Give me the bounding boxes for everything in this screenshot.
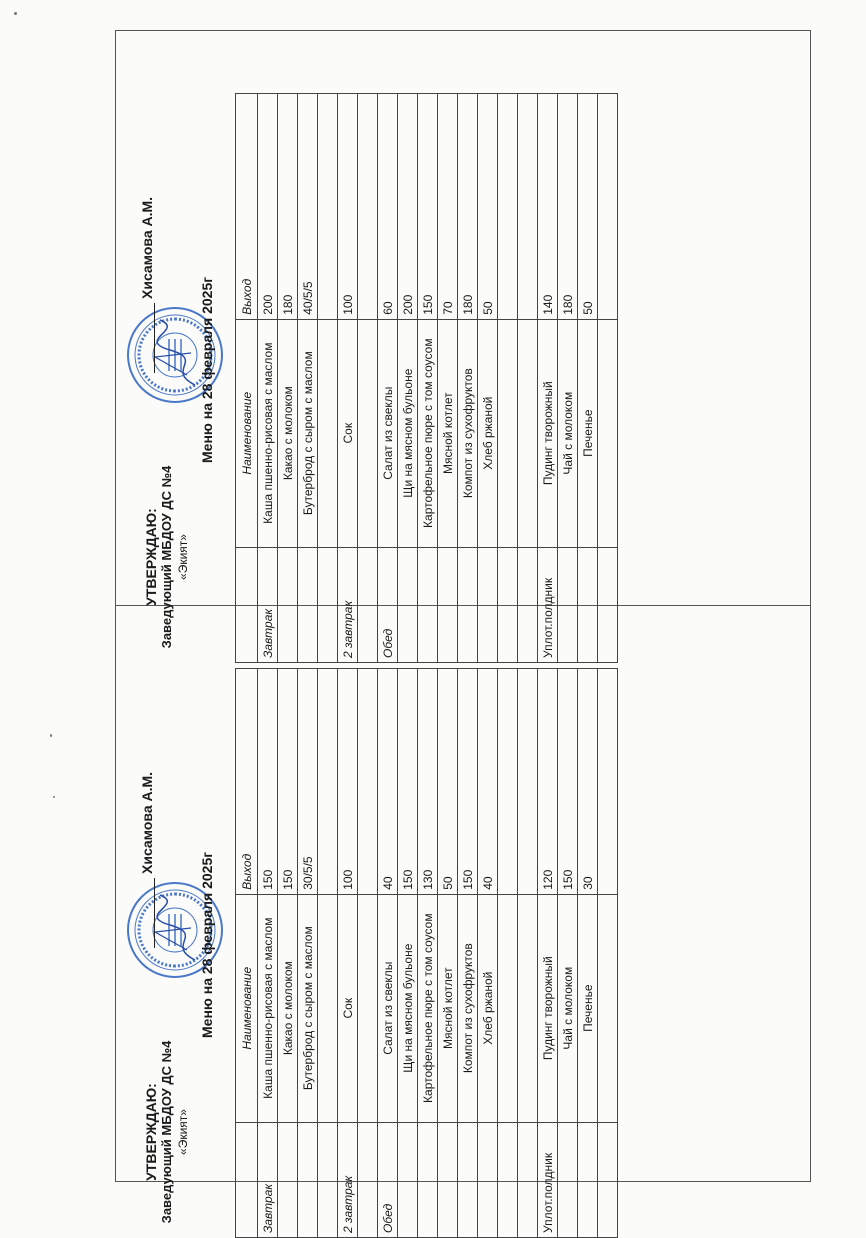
- menu-table: [235, 668, 618, 1238]
- table-row: [278, 94, 298, 663]
- approval-org: «Экият»: [176, 534, 190, 580]
- row-output: [598, 669, 618, 895]
- table-header-row: [236, 669, 258, 1238]
- row-dish-name: Печенье: [578, 894, 598, 1122]
- row-meal: [598, 547, 618, 662]
- row-output: 150: [558, 669, 578, 895]
- row-output: 60: [378, 94, 398, 320]
- row-output: 40: [378, 669, 398, 895]
- table-row: [558, 669, 578, 1238]
- row-meal: [298, 547, 318, 662]
- row-meal: [578, 547, 598, 662]
- table-row: [398, 94, 418, 663]
- row-dish-name: Каша пшенно-рисовая с маслом: [258, 894, 278, 1122]
- menu-table-body: [258, 669, 618, 1238]
- row-meal: [498, 547, 518, 662]
- row-dish-name: Пудинг творожный: [538, 894, 558, 1122]
- scan-speck: [14, 12, 17, 15]
- row-dish-name: Пудинг творожный: [538, 319, 558, 547]
- table-row: [258, 669, 278, 1238]
- table-row: [578, 94, 598, 663]
- table-row: [398, 669, 418, 1238]
- table-row: [418, 94, 438, 663]
- row-dish-name: [598, 319, 618, 547]
- approval-block: [143, 1032, 191, 1232]
- table-row: [538, 669, 558, 1238]
- table-row: [538, 94, 558, 663]
- row-meal: [558, 547, 578, 662]
- row-output: [358, 94, 378, 320]
- table-row: [298, 669, 318, 1238]
- row-meal: Завтрак: [258, 1122, 278, 1237]
- scan-speck: [50, 734, 52, 737]
- table-row: [598, 94, 618, 663]
- menu-sheet-top: [117, 93, 807, 663]
- row-dish-name: [358, 894, 378, 1122]
- row-output: [498, 94, 518, 320]
- row-dish-name: [318, 894, 338, 1122]
- table-row: [378, 669, 398, 1238]
- row-dish-name: Чай с молоком: [558, 319, 578, 547]
- row-meal: [598, 1122, 618, 1237]
- row-output: 150: [458, 669, 478, 895]
- table-row: [438, 669, 458, 1238]
- table-row: [518, 669, 538, 1238]
- table-row: [298, 94, 318, 663]
- row-meal: [578, 1122, 598, 1237]
- row-dish-name: [518, 894, 538, 1122]
- row-dish-name: Компот из сухофруктов: [458, 319, 478, 547]
- header-output: Выход: [236, 94, 258, 320]
- row-dish-name: Щи на мясном бульоне: [398, 894, 418, 1122]
- row-output: 100: [338, 94, 358, 320]
- row-meal: [358, 547, 378, 662]
- row-output: 180: [558, 94, 578, 320]
- menu-table: [235, 93, 618, 663]
- row-meal: Уплот.полдник: [538, 547, 558, 662]
- row-output: 130: [418, 669, 438, 895]
- row-dish-name: Мясной котлет: [438, 894, 458, 1122]
- row-output: 50: [578, 94, 598, 320]
- row-meal: [518, 1122, 538, 1237]
- row-dish-name: Бутерброд с сыром с маслом: [298, 319, 318, 547]
- row-meal: 2 завтрак: [338, 547, 358, 662]
- row-dish-name: [318, 319, 338, 547]
- row-dish-name: Салат из свеклы: [378, 319, 398, 547]
- row-dish-name: Печенье: [578, 319, 598, 547]
- row-output: 180: [278, 94, 298, 320]
- row-meal: Уплот.полдник: [538, 1122, 558, 1237]
- row-dish-name: Мясной котлет: [438, 319, 458, 547]
- row-meal: [278, 547, 298, 662]
- row-meal: [398, 547, 418, 662]
- row-dish-name: [598, 894, 618, 1122]
- header-name: Наименование: [236, 894, 258, 1122]
- row-dish-name: [358, 319, 378, 547]
- approval-title: УТВЕРЖДАЮ:: [143, 1083, 159, 1181]
- approval-org: «Экият»: [176, 1109, 190, 1155]
- row-dish-name: [498, 894, 518, 1122]
- sheet-header: [117, 668, 227, 1238]
- row-output: [598, 94, 618, 320]
- row-meal: [318, 547, 338, 662]
- table-row: [558, 94, 578, 663]
- header-meal: [236, 1122, 258, 1237]
- signature-line: [154, 878, 155, 948]
- table-row: [258, 94, 278, 663]
- table-row: [378, 94, 398, 663]
- approval-title: УТВЕРЖДАЮ:: [143, 508, 159, 606]
- row-output: [518, 94, 538, 320]
- row-output: 50: [478, 94, 498, 320]
- signature-line: [154, 303, 155, 373]
- table-row: [438, 94, 458, 663]
- approval-block: [143, 457, 191, 657]
- row-output: 150: [398, 669, 418, 895]
- row-output: 200: [258, 94, 278, 320]
- row-dish-name: Картофельное пюре с том соусом: [418, 319, 438, 547]
- table-row: [578, 669, 598, 1238]
- row-output: 50: [438, 669, 458, 895]
- menu-title: Меню на 28 февраля 2025г: [199, 851, 215, 1038]
- row-meal: [438, 1122, 458, 1237]
- table-row: [498, 94, 518, 663]
- sheet-header: [117, 93, 227, 663]
- row-output: 150: [258, 669, 278, 895]
- row-output: [318, 94, 338, 320]
- row-output: [358, 669, 378, 895]
- scan-speck: [53, 796, 55, 798]
- table-row: [418, 669, 438, 1238]
- header-name: Наименование: [236, 319, 258, 547]
- row-output: 200: [398, 94, 418, 320]
- row-output: 30: [578, 669, 598, 895]
- row-output: 70: [438, 94, 458, 320]
- table-row: [318, 669, 338, 1238]
- row-meal: [418, 547, 438, 662]
- row-meal: [518, 547, 538, 662]
- approval-position: Заведующий МБДОУ ДС №4: [159, 465, 174, 649]
- row-dish-name: Чай с молоком: [558, 894, 578, 1122]
- row-meal: Завтрак: [258, 547, 278, 662]
- signer-name: [139, 772, 155, 948]
- row-dish-name: Салат из свеклы: [378, 894, 398, 1122]
- table-row: [478, 94, 498, 663]
- row-dish-name: Щи на мясном бульоне: [398, 319, 418, 547]
- row-output: [518, 669, 538, 895]
- table-row: [518, 94, 538, 663]
- row-meal: [478, 547, 498, 662]
- row-dish-name: Сок: [338, 319, 358, 547]
- row-output: 30/5/5: [298, 669, 318, 895]
- row-dish-name: Какао с молоком: [278, 319, 298, 547]
- row-meal: 2 завтрак: [338, 1122, 358, 1237]
- row-meal: Обед: [378, 1122, 398, 1237]
- menu-title: Меню на 28 февраля 2025г: [199, 276, 215, 463]
- row-dish-name: [518, 319, 538, 547]
- table-header-row: [236, 94, 258, 663]
- row-dish-name: Картофельное пюре с том соусом: [418, 894, 438, 1122]
- row-dish-name: Хлеб ржаной: [478, 894, 498, 1122]
- row-meal: [358, 1122, 378, 1237]
- row-dish-name: Хлеб ржаной: [478, 319, 498, 547]
- table-row: [458, 94, 478, 663]
- table-row: [338, 669, 358, 1238]
- signer-name-text: Хисамова А.М.: [139, 771, 155, 874]
- table-row: [598, 669, 618, 1238]
- row-dish-name: Какао с молоком: [278, 894, 298, 1122]
- row-dish-name: [498, 319, 518, 547]
- table-row: [498, 669, 518, 1238]
- row-output: 150: [418, 94, 438, 320]
- table-row: [458, 669, 478, 1238]
- row-output: 120: [538, 669, 558, 895]
- table-row: [278, 669, 298, 1238]
- menu-sheet-bottom: [117, 668, 807, 1238]
- approval-position: Заведующий МБДОУ ДС №4: [159, 1040, 174, 1224]
- row-meal: [398, 1122, 418, 1237]
- signer-name-text: Хисамова А.М.: [139, 196, 155, 299]
- row-output: 40: [478, 669, 498, 895]
- row-meal: [458, 547, 478, 662]
- row-meal: [318, 1122, 338, 1237]
- table-row: [358, 669, 378, 1238]
- table-row: [318, 94, 338, 663]
- row-dish-name: Каша пшенно-рисовая с маслом: [258, 319, 278, 547]
- header-meal: [236, 547, 258, 662]
- header-output: Выход: [236, 669, 258, 895]
- row-dish-name: Сок: [338, 894, 358, 1122]
- signer-name: [139, 197, 155, 373]
- table-row: [358, 94, 378, 663]
- row-meal: Обед: [378, 547, 398, 662]
- row-meal: [498, 1122, 518, 1237]
- row-output: 150: [278, 669, 298, 895]
- row-output: 100: [338, 669, 358, 895]
- row-meal: [298, 1122, 318, 1237]
- row-meal: [478, 1122, 498, 1237]
- row-dish-name: Компот из сухофруктов: [458, 894, 478, 1122]
- menu-table-body: [258, 94, 618, 663]
- row-meal: [458, 1122, 478, 1237]
- row-output: 180: [458, 94, 478, 320]
- table-row: [478, 669, 498, 1238]
- row-output: 40/5/5: [298, 94, 318, 320]
- row-meal: [558, 1122, 578, 1237]
- row-output: [318, 669, 338, 895]
- row-output: 140: [538, 94, 558, 320]
- row-meal: [418, 1122, 438, 1237]
- row-dish-name: Бутерброд с сыром с маслом: [298, 894, 318, 1122]
- row-meal: [278, 1122, 298, 1237]
- table-row: [338, 94, 358, 663]
- row-output: [498, 669, 518, 895]
- row-meal: [438, 547, 458, 662]
